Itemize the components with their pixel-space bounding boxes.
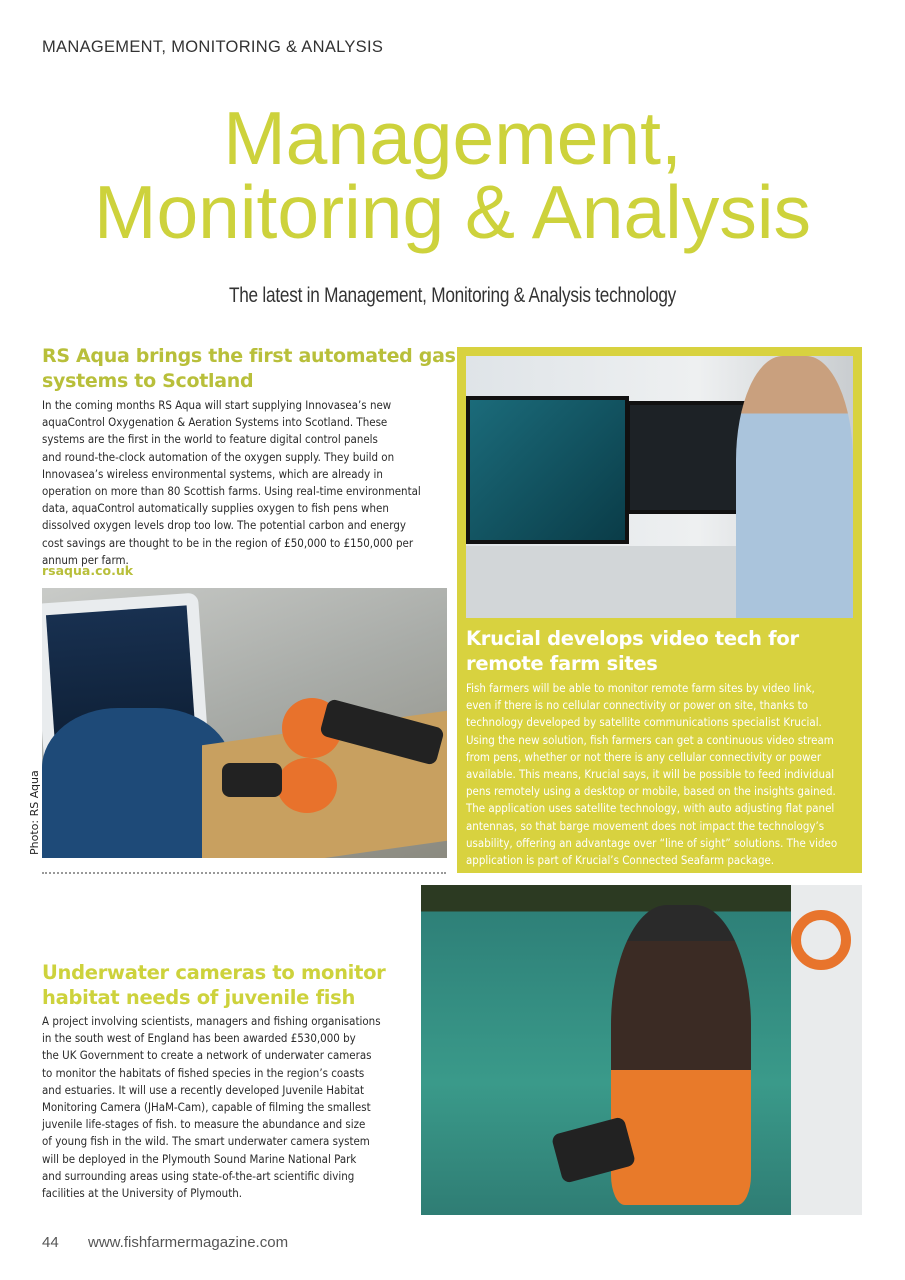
body-line: even if there is no cellular connectivity or power on site, thanks to (466, 699, 808, 713)
body-line: technology developed by satellite communications specialist Krucial. (466, 716, 822, 730)
divider (42, 872, 446, 874)
body-line: application is part of Krucial’s Connected Seafarm package. (466, 854, 775, 868)
body-line: juvenile life-stages of fish. to measure the abundance and size (42, 1118, 366, 1132)
article3-body (42, 1013, 381, 1202)
body-line: Innovasea’s wireless environmental systems, which are already in (42, 467, 383, 481)
article2-heading (466, 626, 799, 676)
article2-body (466, 680, 837, 869)
article1-link[interactable]: rsaqua.co.uk (42, 563, 134, 578)
body-line: operation on more than 80 Scottish farms. Using real-time environmental (42, 485, 421, 499)
body-line: dissolved oxygen levels drop too low. The potential carbon and energy (42, 519, 406, 533)
man-at-desk (736, 356, 853, 618)
monitor-fish-screens (466, 396, 629, 544)
body-line: antennas, so that barge movement does not impact the technology’s (466, 819, 825, 833)
heading-line: Underwater cameras to monitor (42, 961, 386, 984)
body-line: usability, offering an advantage over “line of sight” solutions. The video (466, 836, 838, 850)
section-header: MANAGEMENT, MONITORING & ANALYSIS (42, 38, 384, 56)
body-line: aquaControl Oxygenation & Aeration Systems into Scotland. These (42, 416, 388, 430)
body-line: facilities at the University of Plymouth. (42, 1187, 243, 1201)
krucial-box (457, 347, 862, 873)
body-line: available. This means, Krucial says, it will be possible to feed individual (466, 768, 835, 782)
body-line: A project involving scientists, managers and fishing organisations (42, 1015, 381, 1028)
body-line: data, aquaControl automatically supplies oxygen to fish pens when (42, 502, 389, 516)
sensor-body-2 (222, 763, 282, 797)
body-line: In the coming months RS Aqua will start supplying Innovasea’s new (42, 399, 392, 412)
heading-line: Krucial develops video tech for (466, 627, 799, 650)
article1-body (42, 397, 421, 569)
heading-line: habitat needs of juvenile fish (42, 986, 356, 1009)
footer-url[interactable]: www.fishfarmermagazine.com (88, 1234, 289, 1251)
heading-line: RS Aqua brings the first automated gas (42, 345, 456, 367)
photo-credit: Photo: RS Aqua (28, 770, 41, 855)
page-title-line2: Monitoring & Analysis (93, 170, 811, 254)
body-line: pens remotely using a desktop or mobile, based on the insights gained. (466, 785, 836, 799)
monitor-dashboard (626, 401, 754, 514)
underwater-camera-photo (421, 885, 862, 1215)
body-line: in the south west of England has been awarded £530,000 by (42, 1032, 356, 1046)
body-line: Monitoring Camera (JHaM-Cam), capable of filming the smallest (42, 1101, 371, 1115)
heading-line: systems to Scotland (42, 370, 254, 392)
rs-aqua-photo (42, 588, 447, 858)
article1-heading (42, 344, 456, 394)
body-line: the UK Government to create a network of underwater cameras (42, 1049, 372, 1063)
article3-heading (42, 960, 386, 1010)
page-title-line1: Management, (223, 96, 682, 180)
body-line: and surrounding areas using state-of-the-art scientific diving (42, 1169, 355, 1183)
sensor-orange-2 (277, 758, 337, 813)
heading-line: remote farm sites (466, 652, 658, 675)
krucial-office-photo (466, 356, 853, 618)
body-line: will be deployed in the Plymouth Sound Marine National Park (42, 1152, 357, 1166)
body-line: of young fish in the wild. The smart underwater camera system (42, 1135, 370, 1149)
page-subtitle: The latest in Management, Monitoring & Analysis technology (228, 284, 677, 307)
page-number: 44 (42, 1234, 59, 1251)
body-line: to monitor the habitats of fished species in the region’s coasts (42, 1066, 365, 1080)
body-line: and round-the-clock automation of the oxygen supply. They build on (42, 450, 395, 464)
body-line: Using the new solution, fish farmers can get a continuous video stream (466, 733, 834, 747)
body-line: Fish farmers will be able to monitor remote farm sites by video link, (466, 682, 815, 695)
body-line: The application uses satellite technology, with auto adjusting flat panel (466, 802, 835, 816)
body-line: cost savings are thought to be in the region of £50,000 to £150,000 per (42, 536, 414, 550)
body-line: annum per farm. (42, 553, 129, 567)
body-line: systems are the first in the world to feature digital control panels (42, 433, 378, 447)
life-ring (791, 910, 851, 970)
body-line: from pens, whether or not there is any cellular connectivity or power (466, 750, 822, 764)
body-line: and estuaries. It will use a recently developed Juvenile Habitat (42, 1083, 365, 1097)
